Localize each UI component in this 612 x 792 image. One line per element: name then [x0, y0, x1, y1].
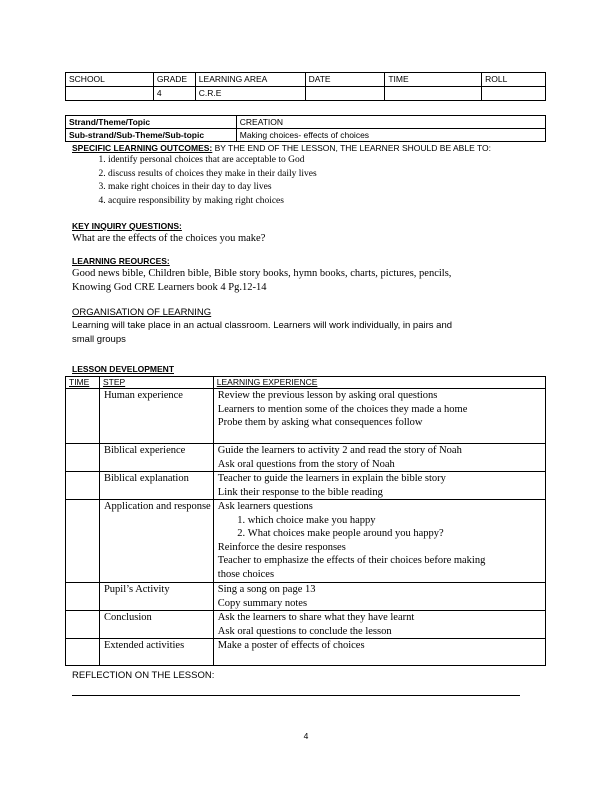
ld-time-cell: [66, 472, 100, 500]
ld-time-cell: [66, 583, 100, 611]
resources-line-1: Good news bible, Children bible, Bible story books, hymn books, charts, pictures, pencils,: [72, 268, 452, 279]
header-values-row: [66, 87, 546, 101]
experience-line: Ask learners questions: [217, 501, 313, 512]
ld-row-extended-activities: [66, 639, 546, 666]
ld-time-cell: [66, 444, 100, 472]
outcomes-section: [72, 143, 542, 208]
time-value: [385, 87, 482, 101]
ld-row-application-response: [66, 500, 546, 583]
question-list: [218, 514, 543, 541]
experience-line: Ask oral questions from the story of Noah: [217, 458, 395, 470]
experience-line: Probe them by asking what consequences follow: [217, 417, 423, 428]
ld-experience-cell: [213, 583, 545, 611]
ld-row-biblical-experience: [66, 444, 546, 472]
reflection-line[interactable]: [72, 695, 520, 696]
lesson-development-table: [65, 376, 546, 666]
experience-line: Ask the learners to share what they have learnt: [217, 612, 415, 623]
ld-experience-cell: [213, 472, 545, 500]
inquiry-text: What are the effects of the choices you make?: [72, 233, 266, 244]
header-cell-roll: ROLL: [482, 73, 546, 87]
ld-time-cell: [66, 389, 100, 444]
ld-step-cell: Biblical explanation: [99, 472, 213, 500]
ld-header-row: [66, 377, 546, 389]
experience-line: Learners to mention some of the choices they made a home: [217, 403, 468, 415]
ld-experience-cell: [213, 639, 545, 666]
grade-value: 4: [153, 87, 195, 101]
resources-line-2: Knowing God CRE Learners book 4 Pg.12-14: [72, 282, 267, 293]
roll-value: [482, 87, 546, 101]
ld-step-cell: Human experience: [99, 389, 213, 444]
experience-line: Review the previous lesson by asking oral questions: [217, 390, 438, 401]
outcome-item: 4. acquire responsibility by making right choices: [108, 195, 542, 209]
header-cell-school: SCHOOL: [66, 73, 154, 87]
ld-row-conclusion: [66, 611, 546, 639]
experience-line: Teacher to guide the learners in explain the bible story: [217, 473, 446, 484]
outcome-item: 1. identify personal choices that are acceptable to God: [108, 154, 542, 168]
outcomes-heading-line: [72, 143, 542, 154]
ld-experience-cell: [213, 389, 545, 444]
inquiry-heading: KEY INQUIRY QUESTIONS:: [72, 221, 182, 231]
strand-table: [65, 115, 546, 142]
page-number: 4: [303, 731, 309, 741]
ld-experience-cell: [213, 611, 545, 639]
substrand-value: Making choices- effects of choices: [236, 129, 545, 142]
ld-step-cell: Conclusion: [99, 611, 213, 639]
strand-label: Strand/Theme/Topic: [66, 116, 237, 129]
substrand-label: Sub-strand/Sub-Theme/Sub-topic: [66, 129, 237, 142]
ld-time-cell: [66, 611, 100, 639]
strand-row: [66, 116, 546, 129]
outcome-item: 3. make right choices in their day to day lives: [108, 181, 542, 195]
school-value: [66, 87, 154, 101]
reflection-label: REFLECTION ON THE LESSON:: [72, 670, 215, 681]
ld-col-time: TIME: [66, 377, 100, 389]
question-item: 1. which choice make you happy: [248, 514, 543, 528]
strand-value: CREATION: [236, 116, 545, 129]
experience-line: Reinforce the desire responses: [217, 541, 346, 553]
ld-step-cell: Application and response: [99, 500, 213, 583]
ld-col-learning-experience: LEARNING EXPERIENCE: [213, 377, 545, 389]
experience-line: those choices: [217, 568, 275, 580]
ld-step-cell: Biblical experience: [99, 444, 213, 472]
experience-line: Guide the learners to activity 2 and read the story of Noah: [217, 445, 462, 456]
experience-line: Teacher to emphasize the effects of their choices before making: [217, 555, 486, 566]
outcome-item: 2. discuss results of choices they make in their daily lives: [108, 168, 542, 182]
header-cell-learning-area: LEARNING AREA: [195, 73, 305, 87]
experience-line: Make a poster of effects of choices: [217, 640, 365, 651]
header-table: [65, 72, 546, 101]
header-cell-time: TIME: [385, 73, 482, 87]
outcomes-heading: SPECIFIC LEARNING OUTCOMES:: [72, 143, 213, 153]
resources-heading: LEARNING REOURCES:: [72, 256, 170, 266]
question-item: 2. What choices make people around you happy?: [248, 527, 543, 541]
organisation-line-1: Learning will take place in an actual classroom. Learners will work individually, in pairs and: [72, 320, 453, 331]
experience-line: Link their response to the bible reading: [217, 486, 383, 498]
ld-time-cell: [66, 639, 100, 666]
outcomes-intro: BY THE END OF THE LESSON, THE LEARNER SHOULD BE ABLE TO:: [212, 143, 491, 153]
ld-experience-cell: [213, 500, 545, 583]
inquiry-section: [72, 221, 542, 246]
outcomes-list: [72, 154, 542, 208]
resources-section: [72, 256, 542, 295]
lesson-development-heading: LESSON DEVELOPMENT: [72, 364, 175, 374]
organisation-section: [72, 306, 542, 347]
date-value: [305, 87, 385, 101]
substrand-row: [66, 129, 546, 142]
ld-row-pupils-activity: [66, 583, 546, 611]
ld-step-cell: Pupil’s Activity: [99, 583, 213, 611]
ld-time-cell: [66, 500, 100, 583]
ld-row-human-experience: [66, 389, 546, 444]
ld-col-step: STEP: [99, 377, 213, 389]
ld-experience-cell: [213, 444, 545, 472]
learning-area-value: C.R.E: [195, 87, 305, 101]
ld-step-cell: Extended activities: [99, 639, 213, 666]
header-cell-date: DATE: [305, 73, 385, 87]
organisation-heading: ORGANISATION OF LEARNING: [72, 307, 212, 318]
experience-line: Ask oral questions to conclude the lesson: [217, 625, 392, 637]
header-cell-grade: GRADE: [153, 73, 195, 87]
experience-line: Sing a song on page 13: [217, 584, 316, 595]
organisation-line-2: small groups: [72, 334, 126, 345]
header-row: [66, 73, 546, 87]
ld-row-biblical-explanation: [66, 472, 546, 500]
experience-line: Copy summary notes: [217, 597, 308, 609]
